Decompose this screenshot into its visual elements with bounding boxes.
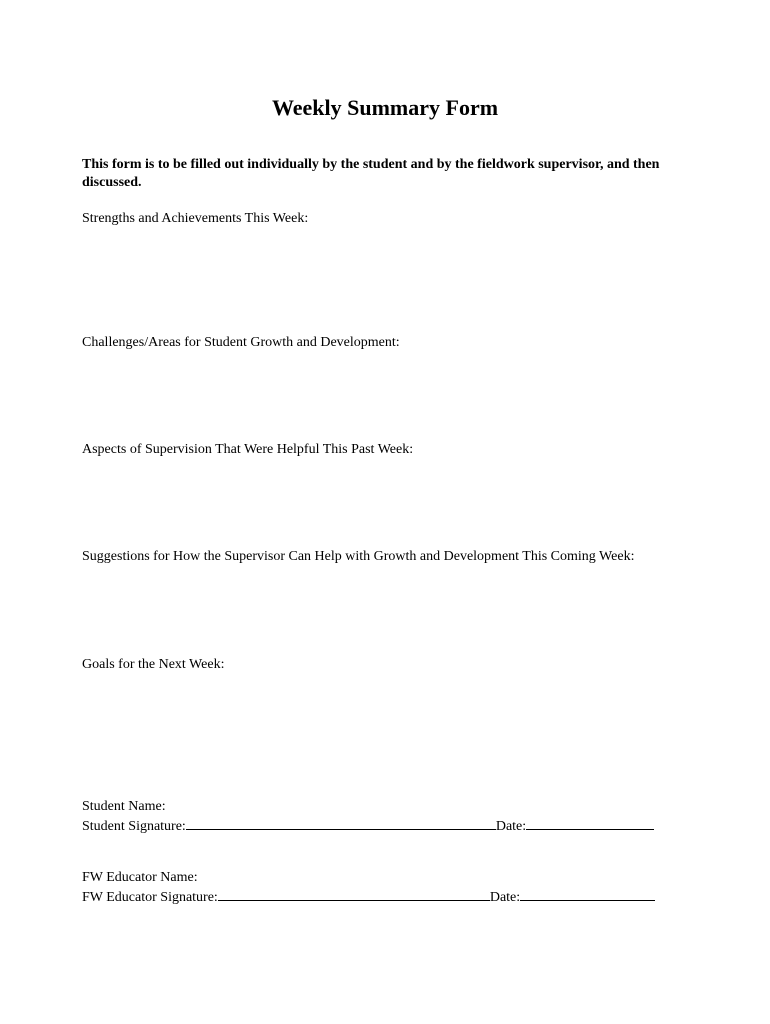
section-challenges: Challenges/Areas for Student Growth and Development: bbox=[82, 335, 400, 350]
form-instructions: This form is to be filled out individually by the student and by the fieldwork supervisor, and then discussed. bbox=[82, 157, 660, 190]
student-signature-blank[interactable] bbox=[186, 816, 496, 830]
educator-signature-line bbox=[82, 887, 655, 907]
educator-signature-label: FW Educator Signature: bbox=[82, 890, 218, 905]
section-supervisor-suggestions: Suggestions for How the Supervisor Can Help with Growth and Development This Coming Week: bbox=[82, 549, 635, 564]
student-signature-label: Student Signature: bbox=[82, 819, 186, 834]
section-goals: Goals for the Next Week: bbox=[82, 657, 225, 672]
form-title: Weekly Summary Form bbox=[271, 95, 499, 120]
educator-name-line bbox=[82, 869, 198, 887]
student-name-line bbox=[82, 798, 166, 816]
student-date-label: Date: bbox=[495, 819, 527, 834]
educator-signature-blank[interactable] bbox=[218, 887, 490, 901]
section-strengths: Strengths and Achievements This Week: bbox=[82, 211, 309, 226]
student-signature-line bbox=[82, 816, 654, 836]
student-date-blank[interactable] bbox=[526, 816, 654, 830]
educator-name-label: FW Educator Name: bbox=[82, 870, 198, 885]
section-supervision-helpful: Aspects of Supervision That Were Helpful This Past Week: bbox=[82, 442, 414, 457]
educator-date-blank[interactable] bbox=[520, 887, 655, 901]
educator-date-label: Date: bbox=[489, 890, 521, 905]
student-name-label: Student Name: bbox=[82, 799, 166, 814]
